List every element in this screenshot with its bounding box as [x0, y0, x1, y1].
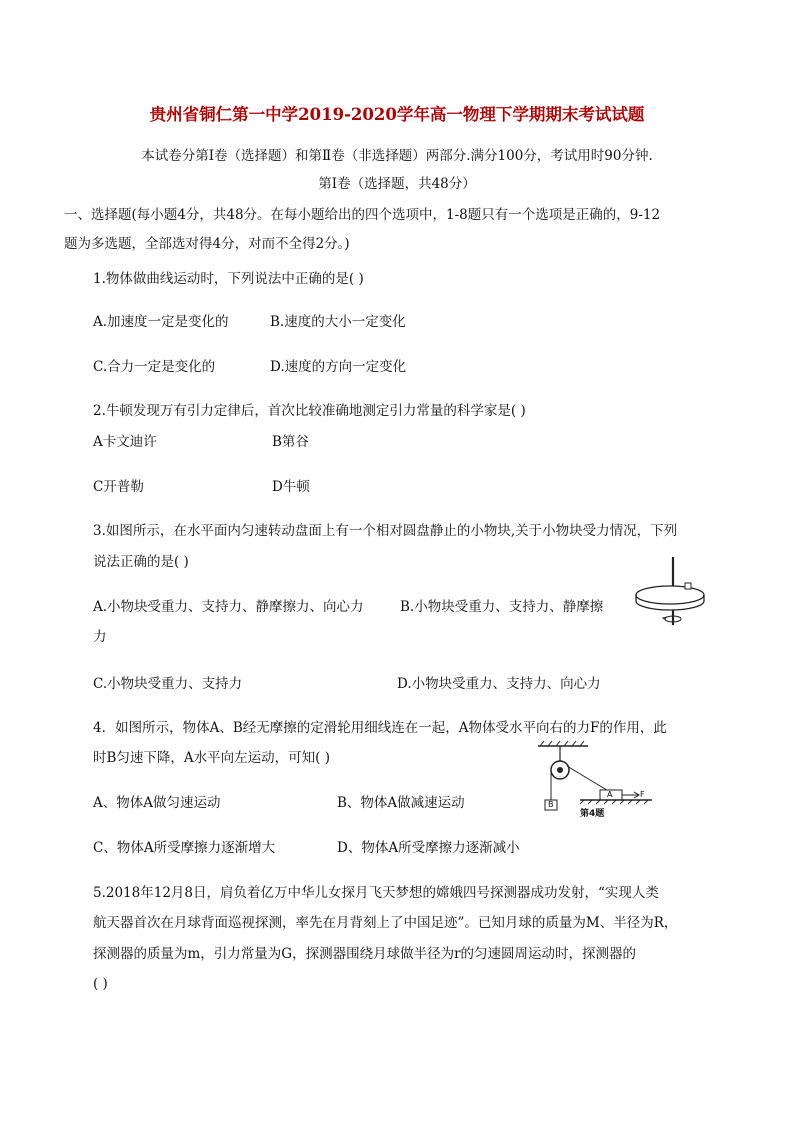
q3-option-c: C.小物块受重力、支持力	[93, 676, 243, 692]
q1-stem: 1.物体做曲线运动时，下列说法中正确的是( )	[93, 271, 364, 287]
page-title: 贵州省铜仁第一中学2019-2020学年高一物理下学期期末考试试题	[149, 105, 645, 124]
q4-stem-line2: 时B匀速下降，A水平向左运动，可知( )	[93, 750, 330, 766]
pulley-force-label: F	[640, 790, 645, 799]
q1-option-d: D.速度的方向一定变化	[270, 359, 407, 375]
section-instructions-line2: 题为多选题，全部选对得4分，对而不全得2分。)	[64, 236, 350, 252]
q3-stem-line1: 3.如图所示，在水平面内匀速转动盘面上有一个相对圆盘静止的小物块,关于小物块受力情况，下列	[93, 523, 678, 539]
q5-line4: ( )	[93, 976, 108, 992]
q4-option-c: C、物体A所受摩擦力逐渐增大	[93, 840, 276, 856]
section-instructions-line1: 一、选择题(每小题4分，共48分。在每小题给出的四个选项中，1-8题只有一个选项是正确的，9-12	[64, 207, 661, 223]
q3-option-b: B.小物块受重力、支持力、静摩擦	[400, 599, 604, 615]
pulley-figure	[530, 740, 660, 824]
pulley-block-a-label: A	[607, 790, 613, 799]
rotating-disc-figure	[630, 555, 710, 637]
q3-stem-line2: 说法正确的是( )	[93, 554, 189, 570]
q1-option-a: A.加速度一定是变化的	[93, 314, 229, 330]
q2-option-d: D牛顿	[272, 479, 310, 495]
q2-option-a: A卡文迪许	[93, 434, 157, 450]
q5-line3: 探测器的质量为m，引力常量为G，探测器围绕月球做半径为r的匀速圆周运动时，探测器的	[93, 946, 637, 962]
pulley-figure-caption: 第4题	[580, 809, 605, 819]
q1-option-c: C.合力一定是变化的	[93, 359, 216, 375]
q2-option-b: B第谷	[272, 434, 309, 450]
q4-option-d: D、物体A所受摩擦力逐渐减小	[337, 840, 520, 856]
q4-option-a: A、物体A做匀速运动	[93, 795, 221, 811]
q1-option-b: B.速度的大小一定变化	[270, 314, 406, 330]
q3-option-d: D.小物块受重力、支持力、向心力	[397, 676, 601, 692]
q2-option-c: C开普勒	[93, 479, 144, 495]
q5-line2: 航天器首次在月球背面巡视探测，率先在月背刻上了中国足迹”。已知月球的质量为M、半径为R，	[93, 915, 678, 931]
exam-intro: 本试卷分第Ⅰ卷（选择题）和第Ⅱ卷（非选择题）两部分.满分100分，考试用时90分钟.	[141, 148, 653, 164]
q4-option-b: B、物体A做减速运动	[337, 795, 465, 811]
q3-option-b-cont: 力	[93, 629, 107, 645]
q3-option-a: A.小物块受重力、支持力、静摩擦力、向心力	[93, 599, 364, 615]
q5-line1: 5.2018年12月8日，肩负着亿万中华儿女探月飞天梦想的嫦娥四号探测器成功发射，“实现人类	[93, 885, 659, 901]
part1-title: 第Ⅰ卷（选择题，共48分）	[318, 176, 476, 192]
q2-stem: 2.牛顿发现万有引力定律后，首次比较准确地测定引力常量的科学家是( )	[93, 403, 526, 419]
q4-stem-line1: 4．如图所示，物体A、B经无摩擦的定滑轮用细线连在一起，A物体受水平向右的力F的作用，此	[93, 720, 667, 736]
pulley-block-b-label: B	[548, 800, 554, 809]
